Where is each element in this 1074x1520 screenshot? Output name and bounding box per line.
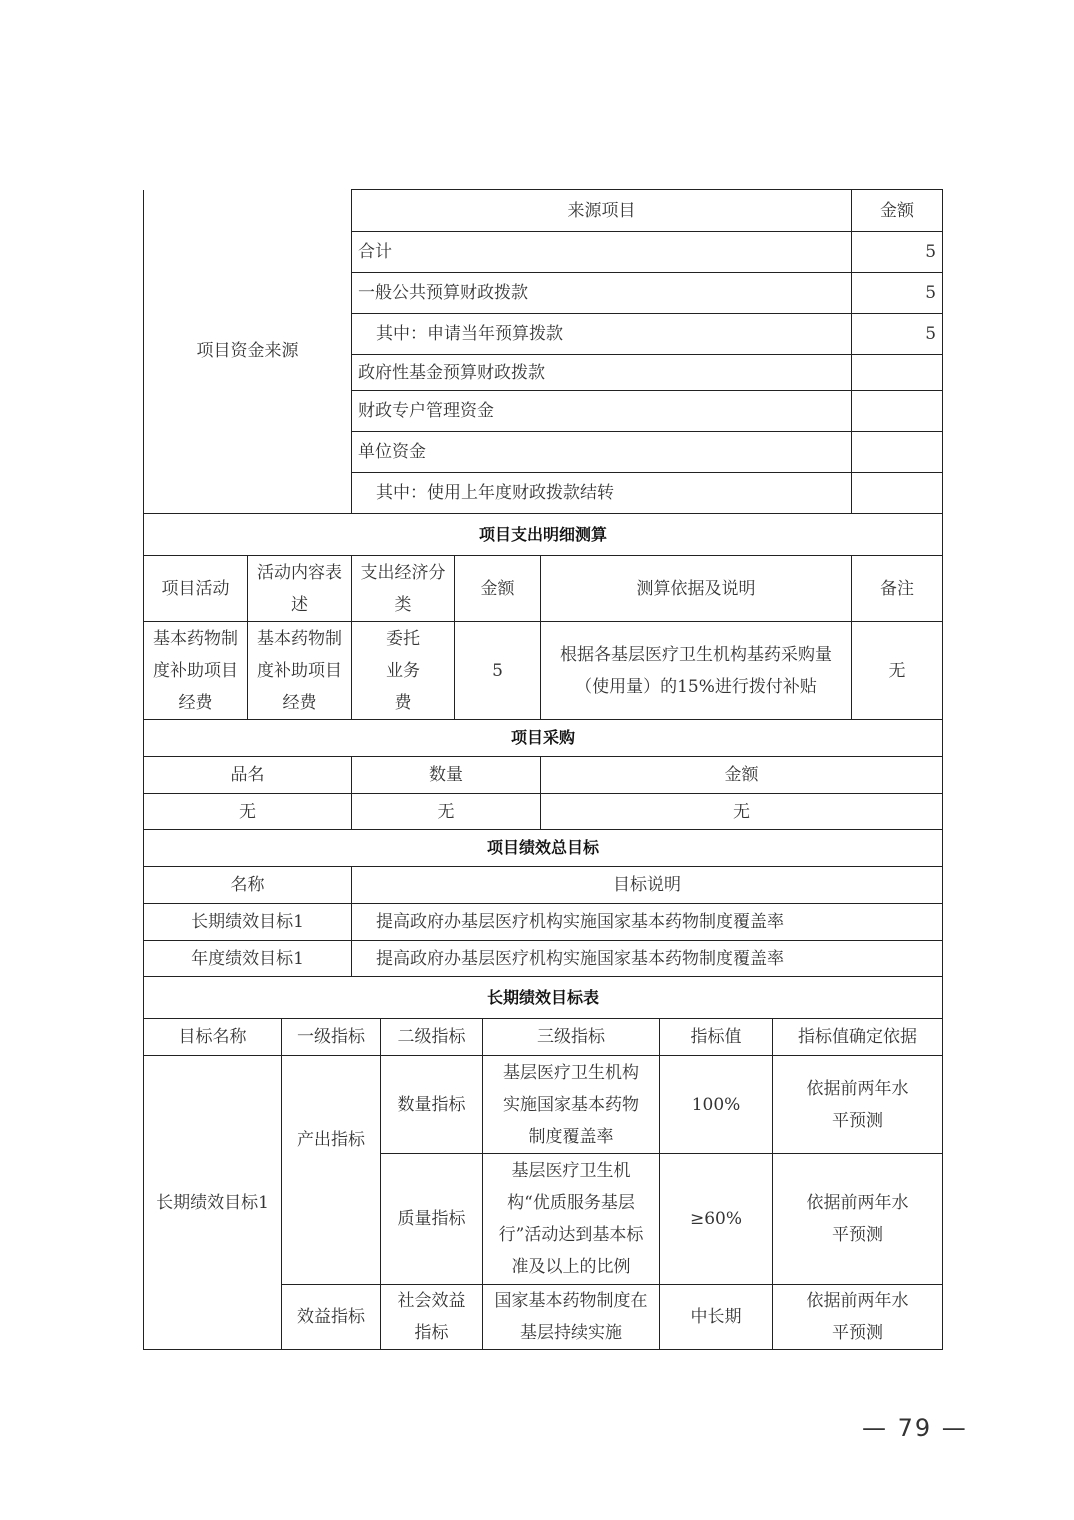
budget-document-page bbox=[143, 189, 942, 1350]
funding-row: 财政专户管理资金 bbox=[144, 391, 943, 432]
procurement-row: 无 无 无 bbox=[144, 794, 943, 830]
goal-name-cell: 长期绩效目标1 bbox=[144, 1056, 282, 1350]
long-term-row: 质量指标 基层医疗卫生机构“优质服务基层行”活动达到基本标准及以上的比例 ≥60% 依据前两年水平预测 bbox=[144, 1154, 943, 1285]
expenditure-header-row bbox=[144, 556, 943, 622]
funding-header-row bbox=[144, 190, 943, 232]
col-header: 备注 bbox=[852, 556, 943, 622]
col-header: 支出经济分类 bbox=[352, 556, 455, 622]
long-term-title: 长期绩效目标表 bbox=[144, 977, 943, 1019]
funding-header-source: 来源项目 bbox=[352, 190, 852, 232]
procurement-title: 项目采购 bbox=[144, 720, 943, 757]
funding-header-amount: 金额 bbox=[852, 190, 943, 232]
expenditure-row: 基本药物制度补助项目经费 基本药物制度补助项目经费 委托业务费 5 根据各基层医疗卫生机构基药采购量（使用量）的15%进行拨付补贴 无 bbox=[144, 622, 943, 720]
funding-source-label: 项目资金来源 bbox=[144, 190, 352, 514]
goals-header-row: 名称 目标说明 bbox=[144, 867, 943, 904]
goal-row: 年度绩效目标1 提高政府办基层医疗机构实施国家基本药物制度覆盖率 bbox=[144, 941, 943, 977]
col-header: 活动内容表述 bbox=[248, 556, 352, 622]
procurement-header-row: 品名 数量 金额 bbox=[144, 757, 943, 794]
long-term-row: 长期绩效目标1 产出指标 数量指标 基层医疗卫生机构实施国家基本药物制度覆盖率 100% 依据前两年水平预测 bbox=[144, 1056, 943, 1154]
expenditure-title: 项目支出明细测算 bbox=[144, 514, 943, 556]
funding-row: 政府性基金预算财政拨款 bbox=[144, 355, 943, 391]
funding-row: 其中：申请当年预算拨款 5 bbox=[144, 314, 943, 355]
long-term-goals-table bbox=[143, 976, 943, 1350]
funding-row: 一般公共预算财政拨款 5 bbox=[144, 273, 943, 314]
page-number: — 79 — bbox=[862, 1414, 968, 1442]
long-term-row: 效益指标 社会效益指标 国家基本药物制度在基层持续实施 中长期 依据前两年水平预测 bbox=[144, 1285, 943, 1350]
long-term-header-row: 目标名称 一级指标 二级指标 三级指标 指标值 指标值确定依据 bbox=[144, 1019, 943, 1056]
funding-row: 其中：使用上年度财政拨款结转 bbox=[144, 473, 943, 514]
goal-row: 长期绩效目标1 提高政府办基层医疗机构实施国家基本药物制度覆盖率 bbox=[144, 904, 943, 941]
overall-goals-title: 项目绩效总目标 bbox=[144, 830, 943, 867]
performance-table bbox=[143, 189, 943, 977]
funding-row: 合计 5 bbox=[144, 232, 943, 273]
col-header: 金额 bbox=[455, 556, 541, 622]
col-header: 项目活动 bbox=[144, 556, 248, 622]
funding-row: 单位资金 bbox=[144, 432, 943, 473]
col-header: 测算依据及说明 bbox=[541, 556, 852, 622]
